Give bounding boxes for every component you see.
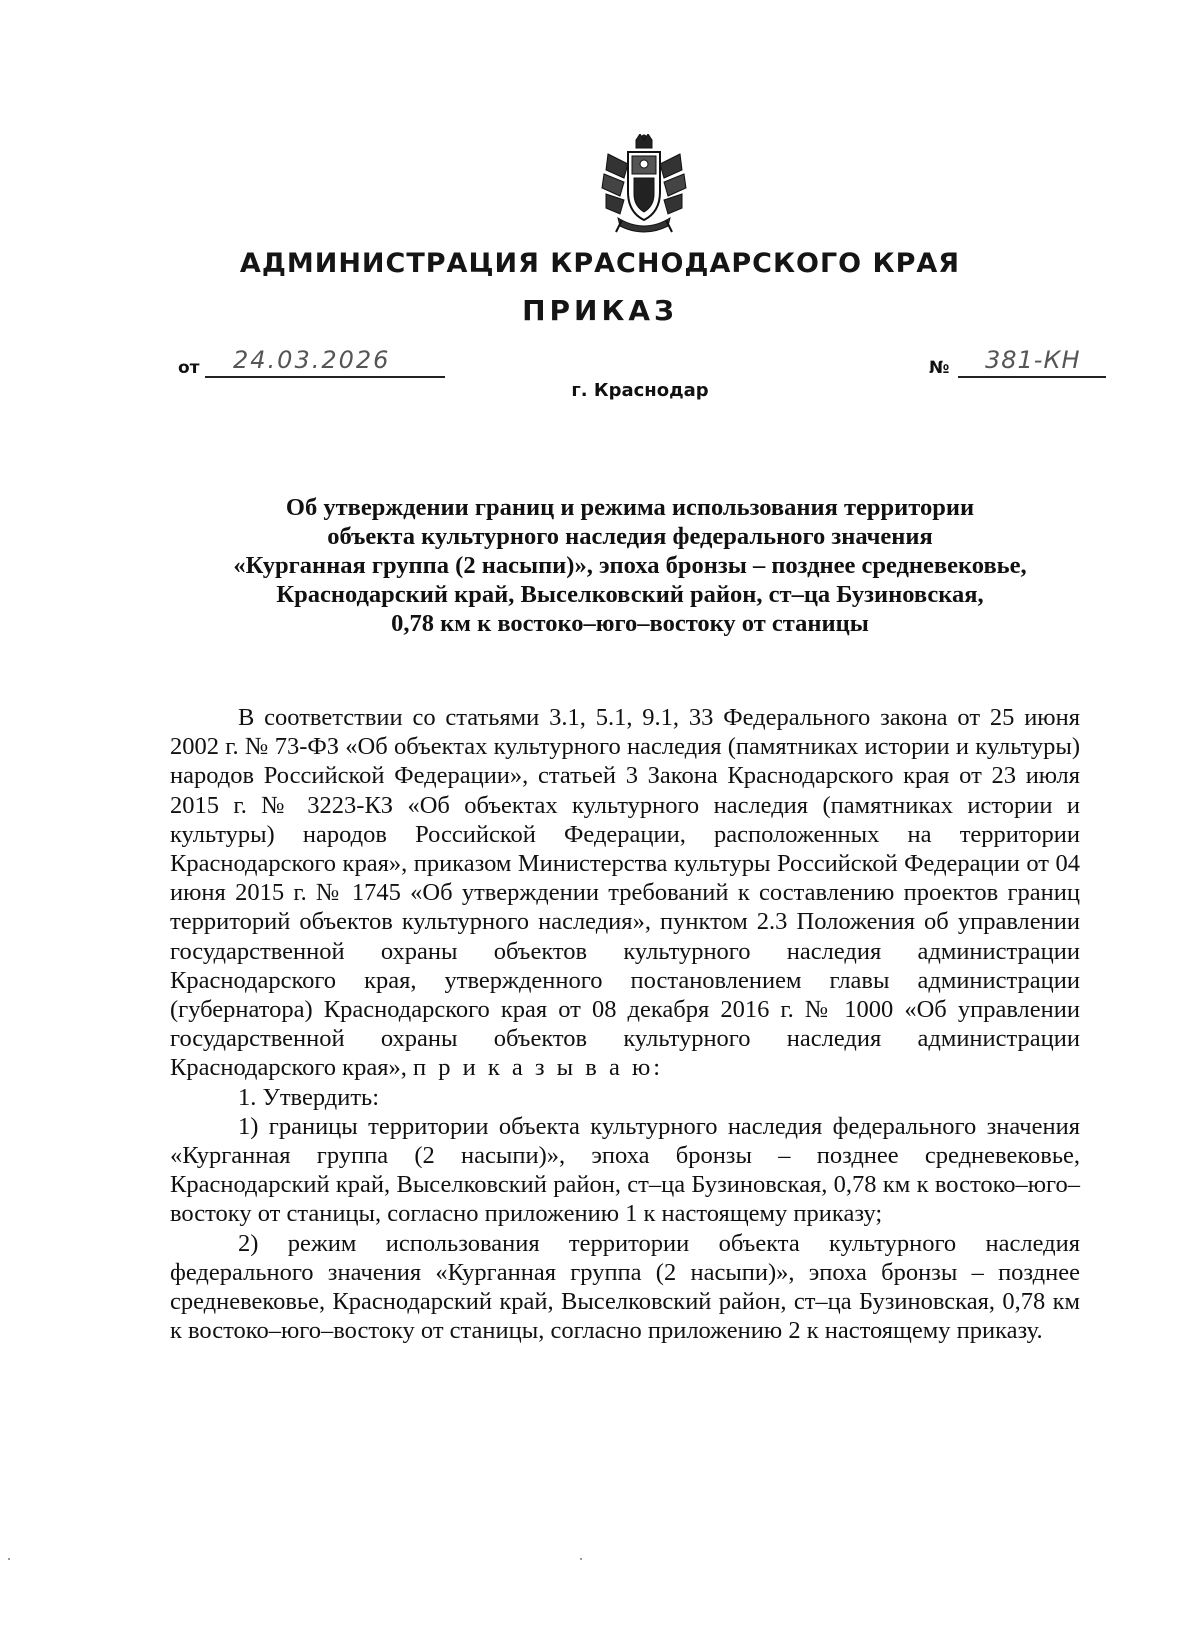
subpoint-2: 2) режим использования территории объекта культурного наследия федерального значения «Курганная группа (2 насыпи)», эпоха бронзы – позднее средневековье, Краснодарский край, Выселковский район, ст–ца Бузиновская, 0,78 км к востоко–юго–востоку от станицы, согласно приложению 2 к настоящему приказу.: [170, 1229, 1080, 1345]
preamble-paragraph: [170, 703, 1080, 1083]
number-underline: [958, 376, 1106, 378]
organization-title: АДМИНИСТРАЦИЯ КРАСНОДАРСКОГО КРАЯ: [239, 248, 961, 279]
subject-line: «Курганная группа (2 насыпи)», эпоха бронзы – позднее средневековье,: [233, 552, 1027, 579]
date-underline: [205, 376, 445, 378]
coat-of-arms-icon: [598, 134, 690, 236]
number-label: №: [929, 358, 950, 378]
document-subject: [120, 493, 1140, 638]
subject-line: Об утверждении границ и режима использования территории: [285, 494, 975, 521]
subpoint-1: 1) границы территории объекта культурного наследия федерального значения «Курганная группа (2 насыпи)», эпоха бронзы – позднее средневековье, Краснодарский край, Выселковский район, ст–ца Бузиновская, 0,78 км к востоко–юго–востоку от станицы, согласно приложению 1 к настоящему приказу;: [170, 1112, 1080, 1228]
date-label: от: [178, 358, 200, 378]
document-type: ПРИКАЗ: [522, 294, 678, 327]
subject-line: 0,78 км к востоко–юго–востоку от станицы: [391, 610, 869, 637]
scan-artifact: [580, 1558, 582, 1560]
handwritten-date: 24.03.2026: [233, 346, 391, 374]
order-word: п р и к а з ы в а ю:: [412, 1054, 664, 1082]
city: г. Краснодар: [571, 380, 709, 401]
subject-line: Краснодарский край, Выселковский район, ст–ца Бузиновская,: [276, 581, 984, 608]
subject-line: объекта культурного наследия федерального значения: [327, 523, 933, 550]
document-body: [170, 703, 1080, 1345]
handwritten-number: 381-КН: [985, 346, 1081, 374]
preamble-text: В соответствии со статьями 3.1, 5.1, 9.1, 33 Федерального закона от 25 июня 2002 г. № 73-ФЗ «Об объектах культурного наследия (памятниках истории и культуры) народов Российской Федерации», статьей 3 Закона Краснодарского края от 23 июля 2015 г. № 3223-КЗ «Об объектах культурного наследия (памятниках истории и культуры) народов Российской Федерации, расположенных на территории Краснодарского края», приказом Министерства культуры Российской Федерации от 04 июня 2015 г. № 1745 «Об утверждении требований к составлению проектов границ территорий объектов культурного наследия», пунктом 2.3 Положения об управлении государственной охраны объектов культурного наследия администрации Краснодарского края, утвержденного постановлением главы администрации (губернатора) Краснодарского края от 08 декабря 2016 г. № 1000 «Об управлении государственной охраны объектов культурного наследия администрации Краснодарского края»,: [170, 704, 1080, 1082]
point-1: 1. Утвердить:: [238, 1083, 380, 1111]
scan-artifact: [8, 1558, 10, 1560]
